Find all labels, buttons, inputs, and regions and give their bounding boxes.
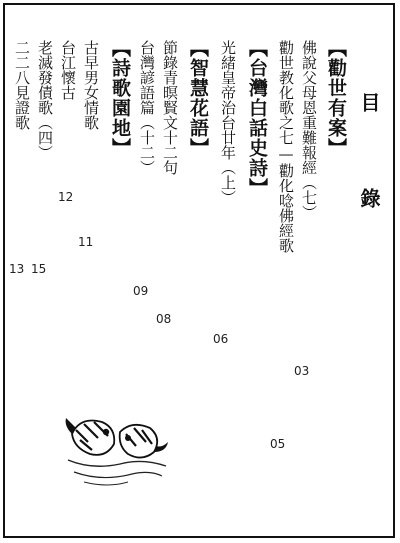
toc-entry-title[interactable]: 勸世教化歌之七—勸化唸佛經歌 xyxy=(277,40,295,253)
toc-entry-title[interactable]: 台灣諺語篇（十二） xyxy=(138,40,156,175)
toc-entry-page: 05 xyxy=(270,437,286,451)
toc-section-heading: 【台灣白話史詩】 xyxy=(246,38,268,198)
toc-entry-title[interactable]: 古早男女情歌 xyxy=(82,40,100,130)
toc-entry-title[interactable]: 老滅發債歌（四） xyxy=(36,40,54,160)
toc-section-heading: 【詩歌園地】 xyxy=(109,38,131,158)
toc-entry-page: 06 xyxy=(213,332,229,346)
toc-section-heading: 【智慧花語】 xyxy=(187,38,209,158)
toc-entry-page: 09 xyxy=(133,284,149,298)
toc-entry-title[interactable]: 佛說父母恩重難報經（七） xyxy=(300,40,318,220)
toc-section-heading: 【勸世有案】 xyxy=(325,38,347,158)
toc-entry-page: 08 xyxy=(156,312,172,326)
page-title: 目 錄 xyxy=(357,92,381,234)
toc-entry-title[interactable]: 光緒皇帝治台廿年（上） xyxy=(219,40,237,205)
toc-entry-title[interactable]: 節錄青暝賢文十二句 xyxy=(161,40,179,175)
toc-entry-page: 03 xyxy=(294,364,310,378)
toc-entry-title[interactable]: 二二八見證歌 xyxy=(13,40,31,130)
toc-entry-page: 13 xyxy=(9,262,25,276)
toc-entry-page: 15 xyxy=(31,262,47,276)
toc-entry-page: 11 xyxy=(78,235,94,249)
toc-entry-page: 12 xyxy=(58,190,74,204)
toc-entry-title[interactable]: 台江懷古 xyxy=(59,40,77,100)
fish-illustration xyxy=(62,408,172,488)
